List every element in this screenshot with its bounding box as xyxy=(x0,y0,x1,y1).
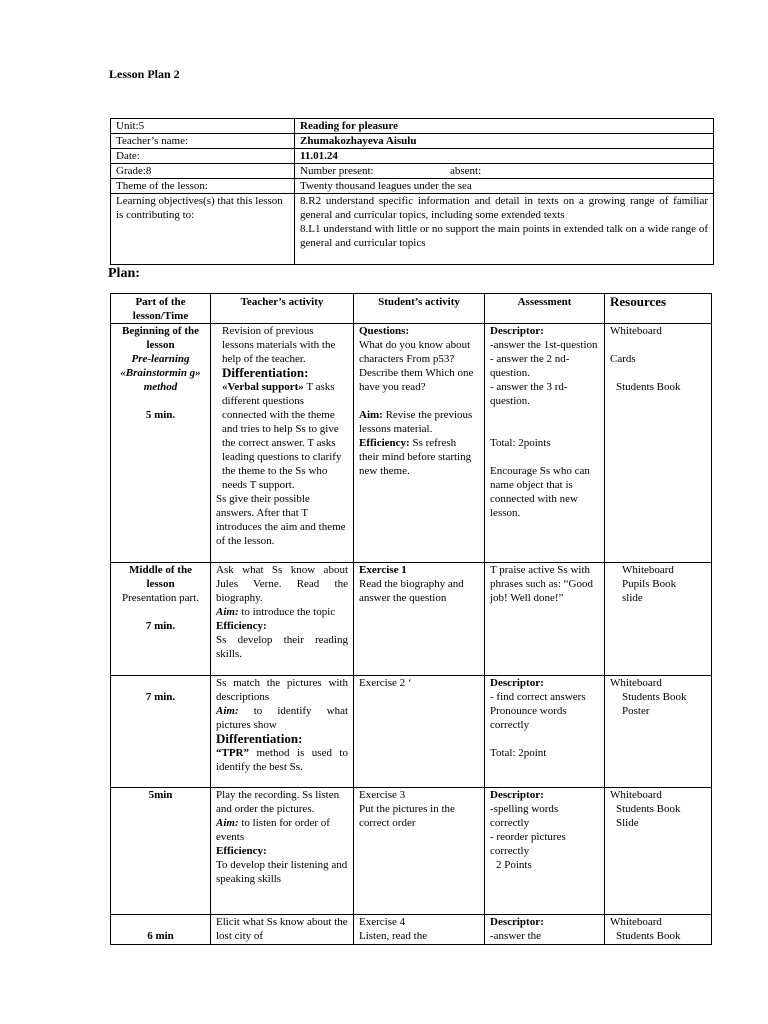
plan-row-beginning xyxy=(111,324,712,563)
unit-label: Unit:5 xyxy=(111,119,295,134)
stage-cell xyxy=(111,915,211,945)
teacher-activity-cell xyxy=(211,915,354,945)
info-row-teacher xyxy=(111,134,714,149)
resource-item: Whiteboard xyxy=(610,916,662,928)
verbal-support-label: «Verbal support» xyxy=(222,381,304,393)
student-activity-cell xyxy=(354,915,485,945)
descriptor-item: - find correct answers xyxy=(490,691,586,703)
info-row-grade xyxy=(111,164,714,179)
teacher-activity-cell xyxy=(211,563,354,676)
assessment-cell xyxy=(485,676,605,788)
stage-time: 5min xyxy=(148,789,173,801)
resource-item: slide xyxy=(622,592,643,604)
student-activity-cell xyxy=(354,788,485,915)
teacher-text: T asks different questions connected with the theme and tries to help Ss to give the correct answer. T asks leading questions to clarify the theme to the Ss who needs T support. xyxy=(222,381,342,491)
aim-text: Revise the previous lessons material. xyxy=(359,409,473,435)
theme-value: Twenty thousand leagues under the sea xyxy=(295,179,714,194)
exercise-text: Read the biography and answer the question xyxy=(359,578,464,604)
efficiency-label: Efficiency: xyxy=(216,845,267,857)
descriptor-label: Descriptor: xyxy=(490,916,544,928)
page-title: Lesson Plan 2 xyxy=(109,67,180,81)
aim-text: to identify what pictures show xyxy=(216,705,349,731)
student-activity-cell xyxy=(354,563,485,676)
number-present-label: Number present: xyxy=(300,165,374,177)
exercise-text: Listen, read the xyxy=(359,930,428,942)
teacher-activity-cell xyxy=(211,788,354,915)
teacher-text: Play the recording. Ss listen and order the pictures. xyxy=(216,789,340,815)
teacher-activity-cell xyxy=(211,324,354,563)
total-points: Total: 2point xyxy=(490,747,547,759)
resource-item: Whiteboard xyxy=(610,325,662,337)
resources-cell xyxy=(605,788,712,915)
exercise-label: Exercise 3 xyxy=(359,789,406,801)
descriptor-label: Descriptor: xyxy=(490,789,544,801)
stage-method: Pre-learning «Brainstormin g» method xyxy=(120,353,201,393)
aim-text: to listen for order of events xyxy=(216,817,330,843)
tpr-label: “TPR” xyxy=(216,747,249,759)
teacher-text: Ask what Ss know about Jules Verne. Read the biography. xyxy=(216,564,348,604)
tpr-text: method is used to identify the best Ss. xyxy=(216,747,348,773)
attendance-cell xyxy=(295,164,714,179)
resource-item: Pupils Book xyxy=(622,578,677,590)
stage-title: Beginning of the lesson xyxy=(121,325,199,351)
plan-row-exercise-2 xyxy=(111,676,712,788)
lesson-info-table xyxy=(110,118,714,265)
exercise-label: Exercise 1 xyxy=(359,564,407,576)
objective-l1: 8.L1 understand with little or no support the main points in extended talk on a wide range of general and curricular topics xyxy=(300,223,708,249)
aim-label: Aim: xyxy=(216,705,239,717)
plan-table xyxy=(110,293,712,945)
praise-text: T praise active Ss with phrases such as: “Good job! Well done!” xyxy=(490,564,593,604)
unit-value: Reading for pleasure xyxy=(295,119,714,134)
efficiency-label: Efficiency: xyxy=(359,437,410,449)
header-student-activity: Student’s activity xyxy=(354,294,485,324)
info-row-theme xyxy=(111,179,714,194)
resource-item: Slide xyxy=(616,817,639,829)
descriptor-item: - answer the 3 rd-question. xyxy=(490,381,568,407)
teacher-end: Ss give their possible answers. After that T introduces the aim and theme of the lesson. xyxy=(216,493,346,547)
exercise-label: Exercise 2 ‘ xyxy=(359,677,412,689)
resource-item: Whiteboard xyxy=(610,789,662,801)
teacher-text: Elicit what Ss know about the lost city of xyxy=(216,916,348,942)
teacher-activity-cell xyxy=(211,676,354,788)
assessment-cell xyxy=(485,788,605,915)
exercise-text: Put the pictures in the correct order xyxy=(359,803,455,829)
date-label: Date: xyxy=(111,149,295,164)
objective-r2: 8.R2 understand specific information and detail in texts on a growing range of familiar general and curricular topics, including some extended texts xyxy=(300,195,708,221)
plan-row-exercise-4 xyxy=(111,915,712,945)
descriptor-label: Descriptor: xyxy=(490,677,544,689)
efficiency-text: To develop their listening and speaking skills xyxy=(216,859,348,885)
info-row-date xyxy=(111,149,714,164)
assessment-cell xyxy=(485,324,605,563)
total-points: 2 Points xyxy=(496,859,532,871)
resource-item: Students Book xyxy=(622,691,687,703)
descriptor-label: Descriptor: xyxy=(490,325,544,337)
resources-cell xyxy=(605,324,712,563)
differentiation-label: Differentiation: xyxy=(222,365,309,380)
teacher-text: Ss match the pictures with descriptions xyxy=(216,677,348,703)
theme-label: Theme of the lesson: xyxy=(111,179,295,194)
resource-item: Whiteboard xyxy=(610,677,662,689)
aim-label: Aim: xyxy=(216,817,239,829)
efficiency-label: Efficiency: xyxy=(216,620,267,632)
plan-heading: Plan: xyxy=(108,266,140,281)
objectives-label: Learning objectives(s) that this lesson is contributing to: xyxy=(111,194,295,265)
resources-cell xyxy=(605,915,712,945)
absent-label: absent: xyxy=(450,165,482,177)
info-row-objectives xyxy=(111,194,714,265)
efficiency-text: Ss develop their reading skills. xyxy=(216,634,348,660)
total-points: Total: 2points xyxy=(490,437,551,449)
stage-time: 5 min. xyxy=(145,409,176,421)
stage-cell xyxy=(111,324,211,563)
descriptor-item: -spelling words correctly xyxy=(490,803,559,829)
header-part-time: Part of the lesson/Time xyxy=(111,294,211,324)
resources-cell xyxy=(605,563,712,676)
plan-row-middle xyxy=(111,563,712,676)
resource-item: Poster xyxy=(622,705,650,717)
efficiency-text: Ss refresh their mind before starting new theme. xyxy=(359,437,472,477)
assessment-cell xyxy=(485,563,605,676)
info-row-unit xyxy=(111,119,714,134)
student-activity-cell xyxy=(354,676,485,788)
exercise-label: Exercise 4 xyxy=(359,916,406,928)
teacher-value: Zhumakozhayeva Aisulu xyxy=(295,134,714,149)
date-value: 11.01.24 xyxy=(295,149,714,164)
plan-header-row xyxy=(111,294,712,324)
stage-cell xyxy=(111,563,211,676)
differentiation-label: Differentiation: xyxy=(216,731,303,746)
header-teacher-activity: Teacher’s activity xyxy=(211,294,354,324)
objectives-value xyxy=(295,194,714,265)
stage-time: 7 min. xyxy=(145,620,176,632)
stage-cell xyxy=(111,676,211,788)
stage-sub: Presentation part. xyxy=(122,592,199,604)
assessment-cell xyxy=(485,915,605,945)
resource-item: Students Book xyxy=(616,930,681,942)
descriptor-item: Pronounce words correctly xyxy=(490,705,567,731)
stage-title: Middle of the lesson xyxy=(129,564,192,590)
descriptor-item: -answer the 1st-question xyxy=(490,339,598,351)
student-activity-cell xyxy=(354,324,485,563)
resource-item: Students Book xyxy=(616,803,681,815)
questions-text: What do you know about characters From p53? Describe them Which one have you read? xyxy=(359,339,474,393)
stage-cell xyxy=(111,788,211,915)
descriptor-item: - reorder pictures correctly xyxy=(490,831,566,857)
questions-label: Questions: xyxy=(359,325,410,337)
resource-item: Whiteboard xyxy=(622,564,674,576)
resource-item: Cards xyxy=(610,353,636,365)
header-resources: Resources xyxy=(605,294,712,324)
stage-time: 6 min xyxy=(147,930,174,942)
header-assessment: Assessment xyxy=(485,294,605,324)
grade-label: Grade:8 xyxy=(111,164,295,179)
teacher-label: Teacher’s name: xyxy=(111,134,295,149)
aim-label: Aim: xyxy=(216,606,239,618)
aim-label: Aim: xyxy=(359,409,383,421)
resources-cell xyxy=(605,676,712,788)
descriptor-item: -answer the xyxy=(490,930,542,942)
teacher-intro: Revision of previous lessons materials with the help of the teacher. xyxy=(222,325,336,365)
plan-row-exercise-3 xyxy=(111,788,712,915)
descriptor-item: - answer the 2 nd-question. xyxy=(490,353,570,379)
encourage-text: Encourage Ss who can name object that is connected with new lesson. xyxy=(490,465,590,519)
resource-item: Students Book xyxy=(616,381,681,393)
aim-text: to introduce the topic xyxy=(241,606,336,618)
stage-time: 7 min. xyxy=(145,691,176,703)
